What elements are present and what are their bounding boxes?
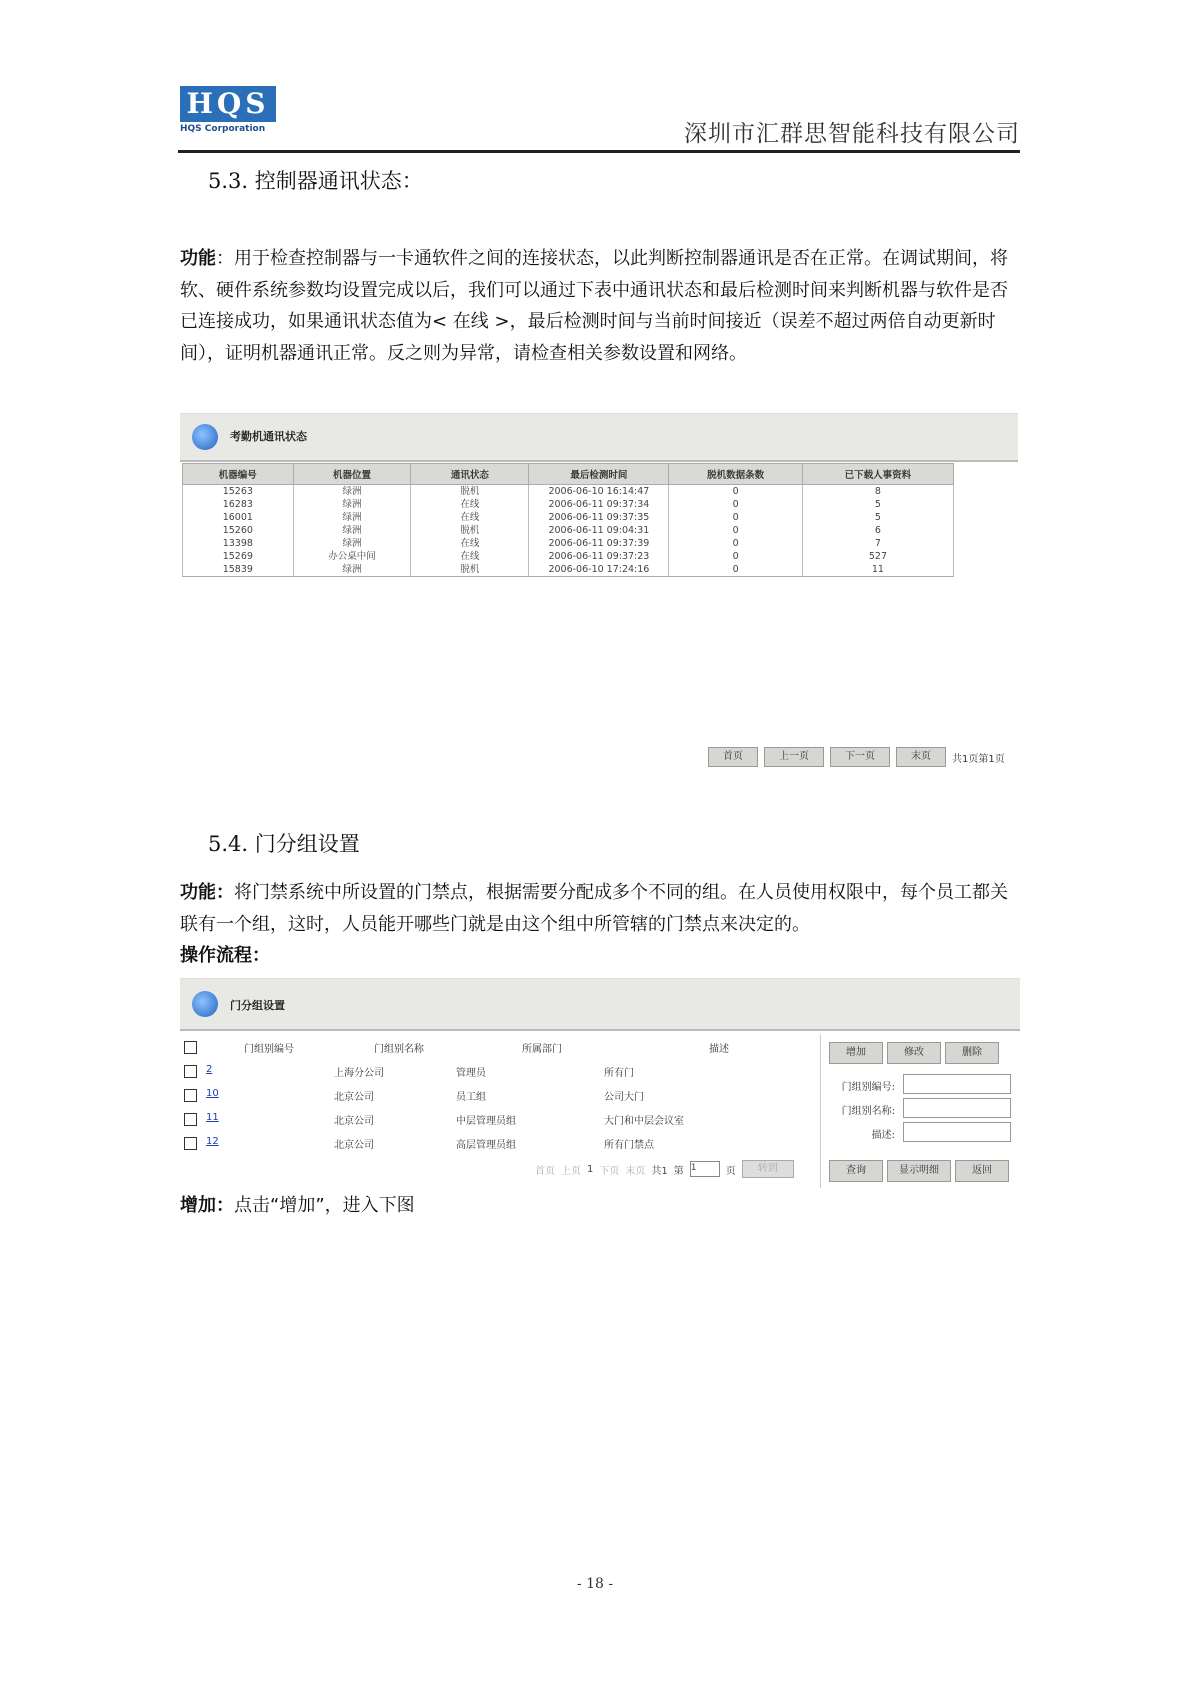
group-name-cell: 北京公司	[334, 1140, 374, 1151]
column-header[interactable]: 机器编号	[183, 464, 294, 485]
table-cell: 2006-06-11 09:37:39	[529, 537, 669, 550]
table-cell: 11	[802, 563, 953, 577]
current-page: 1	[587, 1163, 594, 1175]
panel-titlebar	[180, 413, 1018, 462]
table-cell: 5	[802, 498, 953, 511]
group-name-cell: 北京公司	[334, 1116, 374, 1127]
table-row[interactable]	[184, 1060, 810, 1084]
table-cell: 绿洲	[293, 485, 411, 499]
table-cell: 15269	[183, 550, 294, 563]
door-group-screenshot	[180, 978, 1020, 1188]
group-id-link[interactable]: 11	[206, 1112, 219, 1123]
table-cell: 7	[802, 537, 953, 550]
group-name-label: 门组别名称:	[841, 1106, 895, 1117]
group-id-label: 门组别编号:	[841, 1082, 895, 1093]
table-cell: 在线	[411, 550, 529, 563]
first-page-link[interactable]: 首页	[535, 1165, 555, 1177]
row-checkbox[interactable]	[184, 1137, 197, 1150]
table-row[interactable]	[183, 537, 954, 550]
table-row[interactable]	[183, 511, 954, 524]
last-page-link[interactable]: 末页	[625, 1165, 646, 1177]
table-cell: 在线	[411, 498, 529, 511]
description-input[interactable]	[903, 1122, 1011, 1142]
panel-title: 门分组设置	[230, 999, 285, 1012]
table-cell: 15260	[183, 524, 294, 537]
table-row[interactable]	[183, 524, 954, 537]
table-row[interactable]	[183, 485, 954, 499]
go-button[interactable]: 转到	[742, 1160, 794, 1178]
table-cell: 2006-06-11 09:37:23	[529, 550, 669, 563]
column-header: 描述	[709, 1044, 729, 1055]
table-cell: 0	[669, 485, 802, 499]
panel-title: 考勤机通讯状态	[230, 430, 307, 443]
department-cell: 高层管理员组	[456, 1140, 516, 1151]
description-cell: 所有门禁点	[604, 1140, 654, 1151]
add-text: 点击“增加”，进入下图	[234, 1195, 415, 1216]
row-checkbox[interactable]	[184, 1113, 197, 1126]
table-cell: 5	[802, 511, 953, 524]
show-detail-button[interactable]: 显示明细	[887, 1160, 951, 1182]
table-cell: 13398	[183, 537, 294, 550]
last-page-button[interactable]: 末页	[896, 747, 946, 767]
column-header[interactable]: 已下载人事资料	[802, 464, 953, 485]
status-pager	[708, 748, 1005, 766]
edit-button[interactable]: 修改	[887, 1042, 941, 1064]
column-header[interactable]: 脱机数据条数	[669, 464, 802, 485]
section-5-3-description	[180, 243, 1022, 369]
header-divider	[178, 150, 1020, 153]
table-cell: 16283	[183, 498, 294, 511]
table-cell: 0	[669, 498, 802, 511]
department-cell: 员工组	[456, 1092, 486, 1103]
table-cell: 绿洲	[293, 537, 411, 550]
select-all-checkbox[interactable]	[184, 1041, 197, 1054]
delete-button[interactable]: 删除	[945, 1042, 999, 1064]
function-text: 将门禁系统中所设置的门禁点，根据需要分配成多个不同的组。在人员使用权限中，每个员工都关联有一个组，这时，人员能开哪些门就是由这个组中所管辖的门禁点来决定的。	[180, 882, 1008, 935]
page-number: - 18 -	[576, 1576, 614, 1592]
table-cell: 527	[802, 550, 953, 563]
table-cell: 0	[669, 524, 802, 537]
table-cell: 0	[669, 511, 802, 524]
column-header[interactable]: 通讯状态	[411, 464, 529, 485]
table-cell: 绿洲	[293, 524, 411, 537]
table-cell: 在线	[411, 511, 529, 524]
table-row[interactable]	[183, 563, 954, 577]
table-cell: 2006-06-11 09:37:35	[529, 511, 669, 524]
group-name-input[interactable]	[903, 1098, 1011, 1118]
group-name-cell: 北京公司	[334, 1092, 374, 1103]
globe-icon	[192, 991, 218, 1017]
first-page-button[interactable]: 首页	[708, 747, 758, 767]
column-header: 所属部门	[522, 1044, 562, 1055]
table-cell: 2006-06-11 09:37:34	[529, 498, 669, 511]
panel-titlebar	[180, 978, 1020, 1031]
operation-flow-label: 操作流程：	[180, 945, 270, 966]
department-cell: 管理员	[456, 1068, 486, 1079]
column-header[interactable]: 最后检测时间	[529, 464, 669, 485]
page-number-input[interactable]: 1	[690, 1161, 720, 1177]
add-button[interactable]: 增加	[829, 1042, 883, 1064]
door-group-form	[820, 1034, 1021, 1188]
table-cell: 在线	[411, 537, 529, 550]
table-cell: 2006-06-10 16:14:47	[529, 485, 669, 499]
row-checkbox[interactable]	[184, 1089, 197, 1102]
department-cell: 中层管理员组	[456, 1116, 516, 1127]
status-table	[182, 463, 954, 577]
table-cell: 脱机	[411, 485, 529, 499]
group-id-link[interactable]: 12	[206, 1136, 219, 1147]
logo-subtitle: HQS Corporation	[180, 124, 266, 134]
total-pages: 共1	[651, 1165, 668, 1177]
table-header-row	[184, 1036, 810, 1060]
table-cell: 15263	[183, 485, 294, 499]
table-row[interactable]	[183, 550, 954, 563]
next-page-button[interactable]: 下一页	[830, 747, 890, 767]
table-cell: 绿洲	[293, 563, 411, 577]
table-header-row	[183, 464, 954, 485]
table-cell: 8	[802, 485, 953, 499]
section-heading-5-4: 5.4. 门分组设置	[208, 832, 360, 856]
page-info: 共1页第1页	[952, 753, 1005, 765]
table-cell: 0	[669, 563, 802, 577]
table-cell: 脱机	[411, 524, 529, 537]
description-cell: 所有门	[604, 1068, 634, 1079]
group-id-link[interactable]: 2	[206, 1064, 213, 1075]
table-cell: 绿洲	[293, 498, 411, 511]
group-id-input[interactable]	[903, 1074, 1011, 1094]
controller-status-screenshot	[180, 413, 1018, 601]
door-group-pager	[535, 1160, 794, 1178]
add-label: 增加：	[180, 1195, 234, 1216]
company-name: 深圳市汇群思智能科技有限公司	[684, 121, 1020, 147]
column-header[interactable]: 机器位置	[293, 464, 411, 485]
description-cell: 公司大门	[604, 1092, 644, 1103]
globe-icon	[192, 424, 218, 450]
table-cell: 0	[669, 537, 802, 550]
table-cell: 2006-06-10 17:24:16	[529, 563, 669, 577]
function-text: ：用于检查控制器与一卡通软件之间的连接状态，以此判断控制器通讯是否在正常。在调试期间，将软、硬件系统参数均设置完成以后，我们可以通过下表中通讯状态和最后检测时间来判断机器与软件是否已连接成功，如果通讯状态值为< 在线 >，最后检测时间与当前时间接近（误差不超过两倍自动更新时间），证明机器通讯正常。反之则为异常，请检查相关参数设置和网络。	[180, 248, 1008, 364]
query-button[interactable]: 查询	[829, 1160, 883, 1182]
table-row[interactable]	[184, 1108, 810, 1132]
description-label: 描述:	[871, 1130, 895, 1141]
description-cell: 大门和中层会议室	[604, 1116, 684, 1127]
page-unit: 页	[725, 1165, 736, 1177]
table-cell: 脱机	[411, 563, 529, 577]
prev-page-link[interactable]: 上页	[561, 1165, 581, 1177]
function-label: 功能：	[180, 882, 234, 903]
table-cell: 0	[669, 550, 802, 563]
table-cell: 16001	[183, 511, 294, 524]
section-5-4-description	[180, 877, 1022, 972]
column-header: 门组别名称	[374, 1044, 424, 1055]
back-button[interactable]: 返回	[955, 1160, 1009, 1182]
function-label: 功能	[180, 248, 216, 269]
table-cell: 6	[802, 524, 953, 537]
prev-page-button[interactable]: 上一页	[764, 747, 824, 767]
column-header: 门组别编号	[244, 1044, 294, 1055]
table-cell: 2006-06-11 09:04:31	[529, 524, 669, 537]
section-heading-5-3: 5.3. 控制器通讯状态：	[208, 169, 423, 193]
group-id-link[interactable]: 10	[206, 1088, 219, 1099]
table-cell: 办公桌中间	[293, 550, 411, 563]
company-logo	[180, 86, 276, 138]
table-cell: 15839	[183, 563, 294, 577]
add-instruction	[180, 1190, 1022, 1222]
door-group-table	[184, 1036, 810, 1156]
table-row[interactable]	[184, 1084, 810, 1108]
table-row[interactable]	[184, 1132, 810, 1156]
row-checkbox[interactable]	[184, 1065, 197, 1078]
logo-mark: HQS	[180, 86, 276, 122]
table-cell: 绿洲	[293, 511, 411, 524]
next-page-link[interactable]: 下页	[599, 1165, 620, 1177]
table-row[interactable]	[183, 498, 954, 511]
page-label: 第	[673, 1165, 684, 1177]
group-name-cell: 上海分公司	[334, 1068, 384, 1079]
